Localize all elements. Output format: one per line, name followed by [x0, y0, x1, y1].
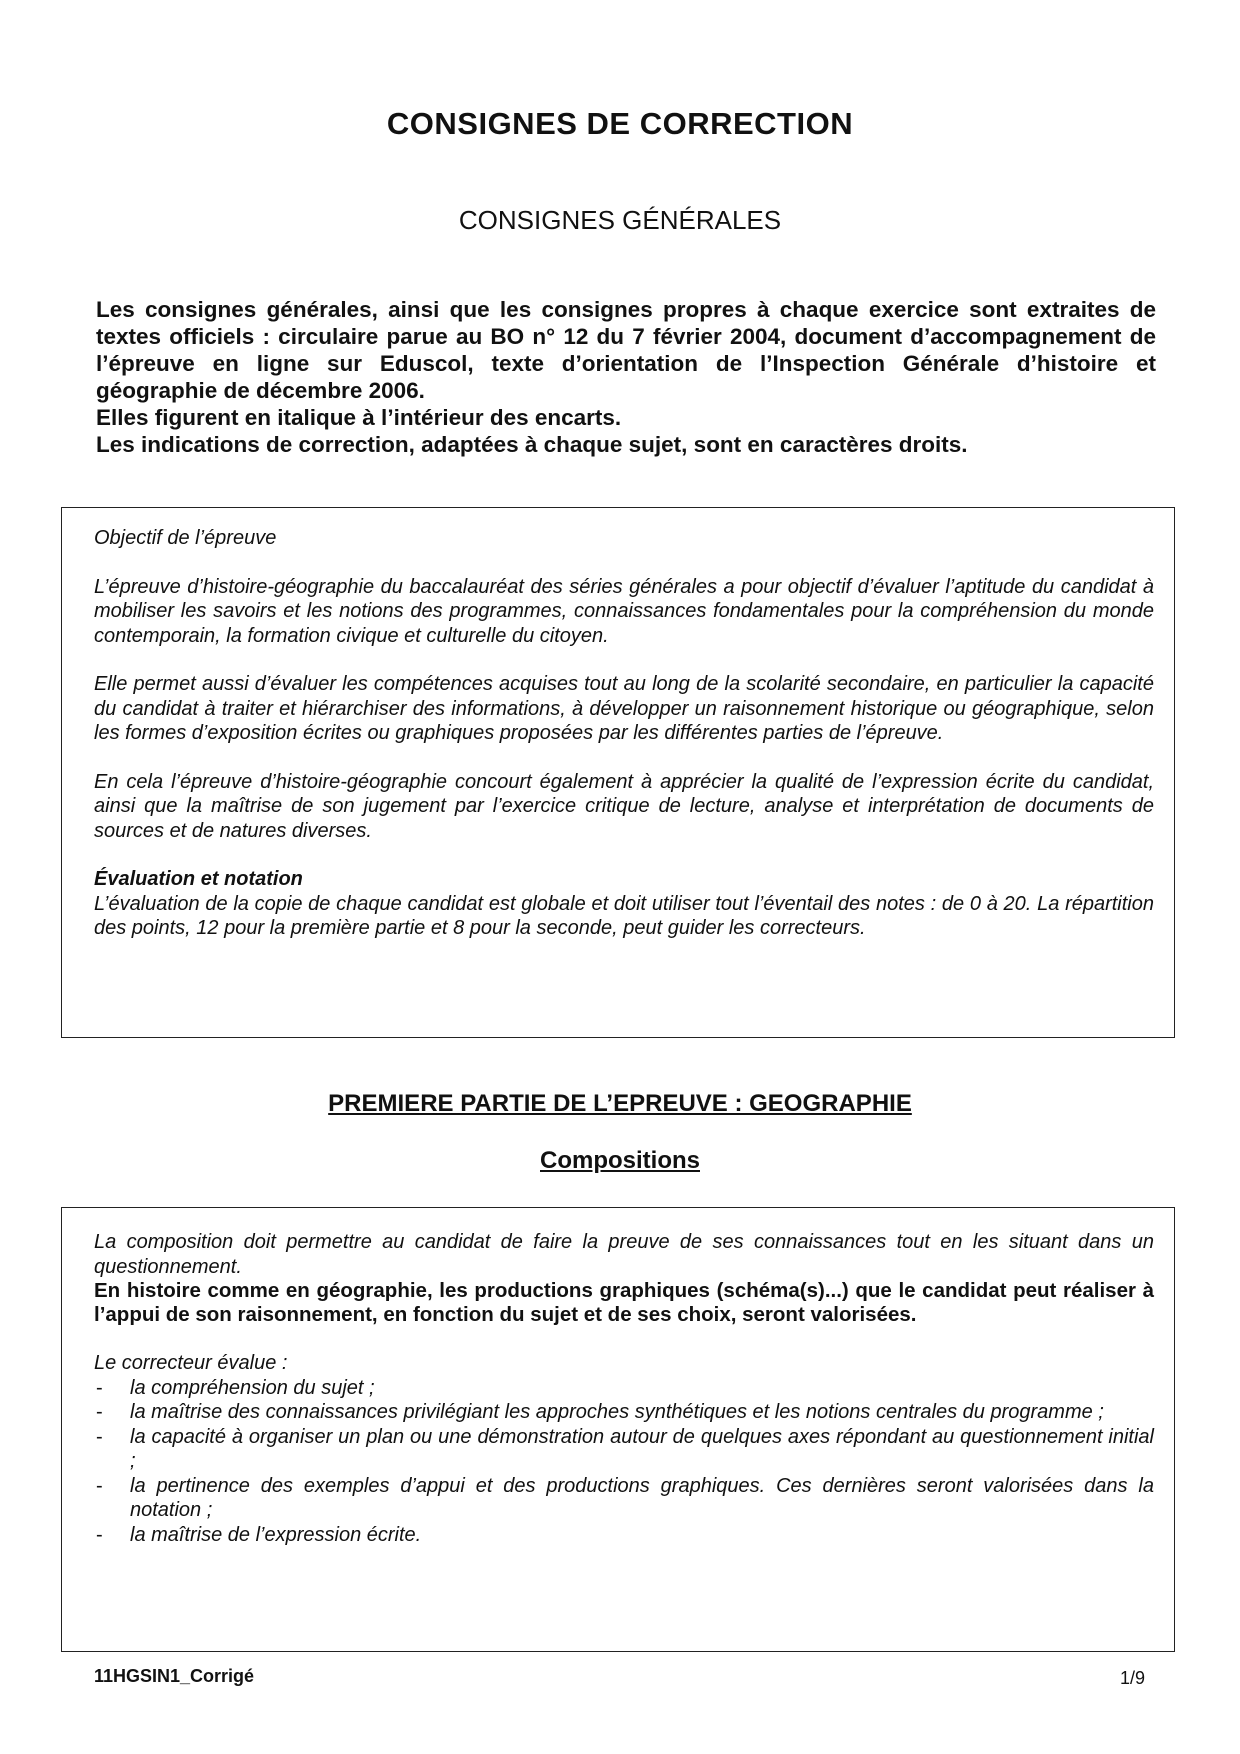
evaluation-text: L’évaluation de la copie de chaque candidat est globale et doit utiliser tout l’éventail des notes : de 0 à 20. La répartition des points, 12 pour la première partie et 8 pour la seconde, peut guider les correcteurs. — [94, 892, 1154, 939]
list-item: - la capacité à organiser un plan ou une démonstration autour de quelques axes répondant au questionnement initial ; — [96, 1425, 1154, 1472]
page-number: 1/9 — [1120, 1668, 1146, 1688]
objective-box — [61, 507, 1175, 1038]
list-item: - la maîtrise de l’expression écrite. — [96, 1523, 422, 1546]
intro-paragraph: Elles figurent en italique à l’intérieur des encarts. — [96, 405, 622, 430]
section-title: PREMIERE PARTIE DE L’EPREUVE : GEOGRAPHIE — [328, 1090, 912, 1117]
list-item: - la compréhension du sujet ; — [96, 1376, 375, 1399]
objective-paragraph: L’épreuve d’histoire-géographie du baccalauréat des séries générales a pour objectif d’évaluer l’aptitude du candidat à mobiliser les savoirs et les notions des programmes, connaissances fondamentales pour la compréhension du monde contemporain, la formation civique et culturelle du citoyen. — [94, 575, 1154, 647]
intro-paragraph: Les consignes générales, ainsi que les consignes propres à chaque exercice sont extraites de textes officiels : circulaire parue au BO n° 12 du 7 février 2004, document d’accompagnement de l’épreuve en ligne sur Eduscol, texte d’orientation de l’Inspection Générale d’histoire et géographie de décembre 2006. — [96, 297, 1156, 403]
page-subtitle: CONSIGNES GÉNÉRALES — [458, 205, 782, 235]
list-item: - la maîtrise des connaissances privilégiant les approches synthétiques et les notions centrales du programme ; — [96, 1401, 1104, 1423]
objective-heading: Objectif de l’épreuve — [94, 527, 277, 549]
evaluation-heading: Évaluation et notation — [94, 868, 303, 890]
intro-paragraph: Les indications de correction, adaptées à chaque sujet, sont en caractères droits. — [96, 432, 968, 457]
list-item: - la pertinence des exemples d’appui et des productions graphiques. Ces dernières seront valorisées dans la notation ; — [96, 1474, 1154, 1521]
page-title: CONSIGNES DE CORRECTION — [386, 106, 854, 141]
intro-block — [96, 296, 1156, 458]
evaluation-list-intro: Le correcteur évalue : — [94, 1352, 288, 1374]
composition-paragraph: La composition doit permettre au candidat de faire la preuve de ses connaissances tout en les situant dans un questionnement. — [94, 1231, 1154, 1278]
document-code: 11HGSIN1_Corrigé — [94, 1666, 255, 1686]
section-subtitle: Compositions — [540, 1147, 700, 1174]
objective-paragraph: Elle permet aussi d’évaluer les compétences acquises tout au long de la scolarité secondaire, en particulier la capacité du candidat à traiter et hiérarchiser des informations, à développer un raisonnement historique ou géographique, selon les formes d’exposition écrites ou graphiques proposées par les différentes parties de l’épreuve. — [94, 673, 1154, 744]
composition-box — [61, 1207, 1175, 1652]
composition-bold-paragraph: En histoire comme en géographie, les productions graphiques (schéma(s)...) que le candidat peut réaliser à l’appui de son raisonnement, en fonction du sujet et de ses choix, seront valorisées. — [94, 1279, 1154, 1326]
evaluation-criteria-list — [94, 1376, 1154, 1548]
objective-paragraph: En cela l’épreuve d’histoire-géographie concourt également à apprécier la qualité de l’expression écrite du candidat, ainsi que la maîtrise de son jugement par l’exercice critique de lecture, analyse et interprétation de documents de sources et de natures diverses. — [94, 770, 1154, 842]
